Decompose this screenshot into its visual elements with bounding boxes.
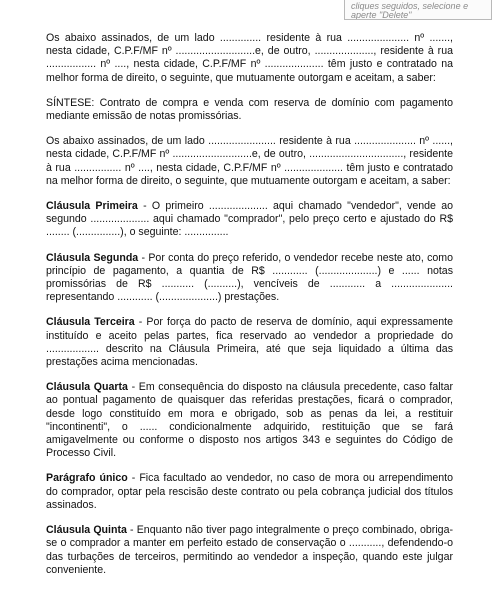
delete-hint-tooltip	[344, 0, 492, 20]
parties-paragraph-2[interactable]	[46, 135, 453, 188]
clause-label: Parágrafo único	[46, 472, 128, 485]
paragraph-text: SÍNTESE: Contrato de compra e venda com reserva de domínio com pagamento mediante emissão de notas promissórias.	[46, 96, 453, 123]
hint-line-2: aperte "Delete"	[351, 10, 412, 20]
clause-label: Cláusula Quinta	[46, 524, 127, 537]
clause-first[interactable]	[46, 200, 453, 240]
clause-label: Cláusula Primeira	[46, 200, 138, 213]
clause-fifth[interactable]	[46, 524, 453, 577]
clause-third[interactable]	[46, 316, 453, 369]
synthesis-paragraph[interactable]	[46, 97, 453, 123]
clause-text: - Enquanto não tiver pago integralmente o preço combinado, obriga-se o comprador a manter em perfeito estado de conservação o ..........., defendendo-o das turbações de terceiros, permitindo ao vendedor a inspeção, quando este julgar conveniente.	[46, 524, 453, 576]
clause-text: - Fica facultado ao vendedor, no caso de mora ou arrependimento do comprador, optar pela rescisão deste contrato ou pela cobrança judicial dos títulos assinados.	[46, 472, 454, 511]
parties-paragraph-1[interactable]	[46, 32, 453, 85]
clause-text: - Em consequência do disposto na cláusula precedente, caso faltar ao pontual pagamento de quaisquer das referidas prestações, ficará o comprador, desde logo constituído em mora e obrigado, sob as penas da lei, a restituir "incontinenti", o ...... condicionalmente adquirido, restituição que se fará amigavelmente ou conforme o disposto nos artigos 343 e seguintes do Código de Processo Civil.	[46, 381, 453, 460]
clause-fourth[interactable]	[46, 381, 453, 460]
hint-line-1: cliques seguidos, selecione e	[351, 1, 469, 11]
clause-text: - Por conta do preço referido, o vendedor recebe neste ato, como princípio de pagamento, a quantia de R$ ............ (....................) e ...... notas promissórias de R$ ........... (..........), vencíveis de ............ a ..................... representando ............ (....................) prestações.	[46, 251, 453, 304]
clause-text: - O primeiro .................... aqui chamado "vendedor", vende ao segundo .................... aqui chamado "comprador", pelo preço certo e ajustado do R$ ........ (...............), o seguinte: ...............	[46, 200, 453, 239]
contract-document	[46, 32, 453, 589]
sole-paragraph[interactable]	[46, 472, 453, 512]
clause-label: Cláusula Quarta	[46, 381, 128, 394]
clause-label: Cláusula Segunda	[46, 251, 139, 264]
clause-second[interactable]	[46, 252, 453, 305]
clause-text: - Por força do pacto de reserva de domínio, aqui expressamente instituído e aceito pelas partes, fica reservado ao vendedor a propriedade do .................. descrito na Cláusula Primeira, até que seja liquidado a última das prestações acima mencionadas.	[46, 316, 453, 369]
paragraph-text: Os abaixo assinados, de um lado ....................... residente à rua ..................... nº ......, nesta cidade, C.P.F/MF nº ...........................e, de outro, ................................, residente à rua ................ nº ...., nesta cidade, C.P.F/MF nº .................... têm justo e contratado na melhor forma de direito, o seguinte, que mutuamente outorgam e aceitam, a saber:	[46, 135, 453, 187]
paragraph-text: Os abaixo assinados, de um lado .............. residente à rua ..................... nº ......., nesta cidade, C.P.F/MF nº ...........................e, de outro, ...................., residente à rua ................. nº ...., nesta cidade, C.P.F/MF nº .................... têm justo e contratado na melhor forma de direito, o seguinte, que mutuamente outorgam e aceitam, a saber:	[46, 32, 453, 84]
clause-label: Cláusula Terceira	[46, 316, 135, 329]
